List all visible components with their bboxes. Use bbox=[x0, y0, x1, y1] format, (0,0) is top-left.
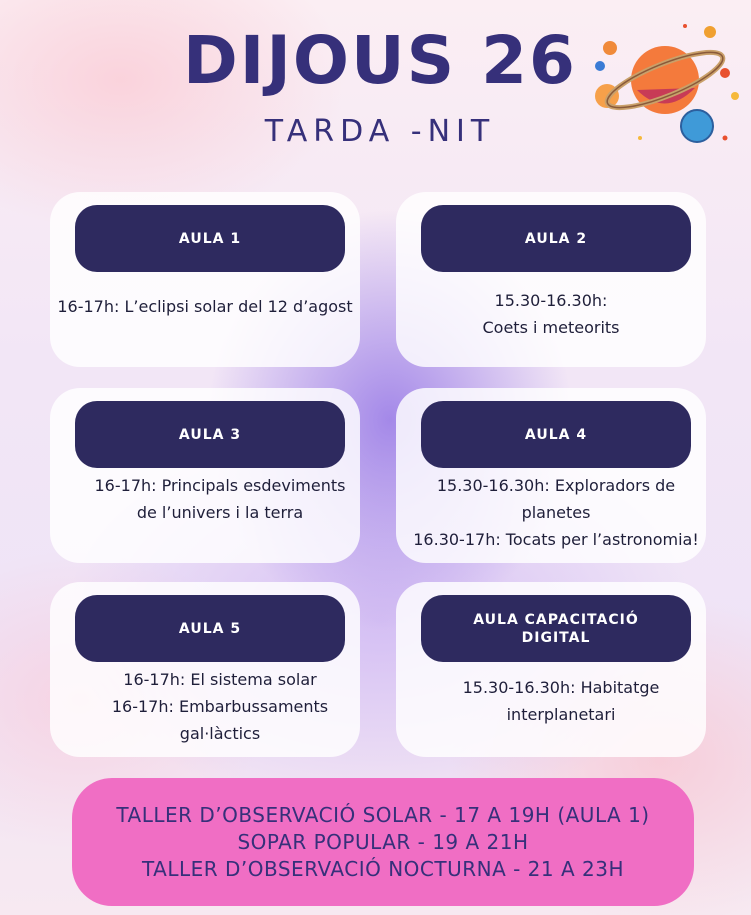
aula-capacitacio-digital-schedule bbox=[441, 674, 681, 728]
schedule-line: 16-17h: El sistema solar bbox=[123, 670, 317, 689]
aula-2-card bbox=[396, 192, 706, 367]
aula-1-card bbox=[50, 192, 360, 367]
aula-4-heading: AULA 4 bbox=[421, 401, 691, 468]
aula-3-card bbox=[50, 388, 360, 563]
aula-4-card bbox=[396, 388, 706, 563]
aula-3-schedule bbox=[90, 472, 350, 526]
aula-5-heading: AULA 5 bbox=[75, 595, 345, 662]
aula-capacitacio-digital-card bbox=[396, 582, 706, 757]
schedule-line: 16-17h: L’eclipsi solar del 12 d’agost bbox=[57, 297, 353, 316]
aula-1-heading: AULA 1 bbox=[75, 205, 345, 272]
schedule-line: 15.30-16.30h: Exploradors de planetes bbox=[436, 476, 676, 522]
schedule-line: 15.30-16.30h: Coets i meteorits bbox=[482, 291, 620, 337]
schedule-line: 16-17h: Principals esdeviments de l’univers i la terra bbox=[94, 476, 346, 522]
page-subtitle: TARDA -NIT bbox=[264, 114, 496, 149]
aula-1-schedule bbox=[50, 293, 360, 320]
banner-line: TALLER D’OBSERVACIÓ SOLAR - 17 A 19H (AULA 1) bbox=[116, 802, 650, 827]
schedule-line: 15.30-16.30h: Habitatge interplanetari bbox=[462, 678, 660, 724]
evening-activities-banner bbox=[72, 778, 694, 906]
schedule-line: 16-17h: Embarbussaments gal·làctics bbox=[111, 697, 329, 743]
aula-3-heading: AULA 3 bbox=[75, 401, 345, 468]
aula-5-schedule bbox=[80, 666, 360, 747]
planets-illustration-icon bbox=[585, 18, 745, 153]
banner-line: TALLER D’OBSERVACIÓ NOCTURNA - 21 A 23H bbox=[141, 856, 625, 881]
aula-capacitacio-digital-heading: AULA CAPACITACIÓ DIGITAL bbox=[421, 595, 691, 662]
page-title: DIJOUS 26 bbox=[183, 22, 577, 99]
banner-line: SOPAR POPULAR - 19 A 21H bbox=[237, 829, 529, 854]
schedule-line: 16.30-17h: Tocats per l’astronomia! bbox=[413, 530, 699, 549]
aula-2-schedule bbox=[476, 287, 626, 341]
aula-2-heading: AULA 2 bbox=[421, 205, 691, 272]
aula-5-card bbox=[50, 582, 360, 757]
aula-4-schedule bbox=[396, 472, 716, 553]
